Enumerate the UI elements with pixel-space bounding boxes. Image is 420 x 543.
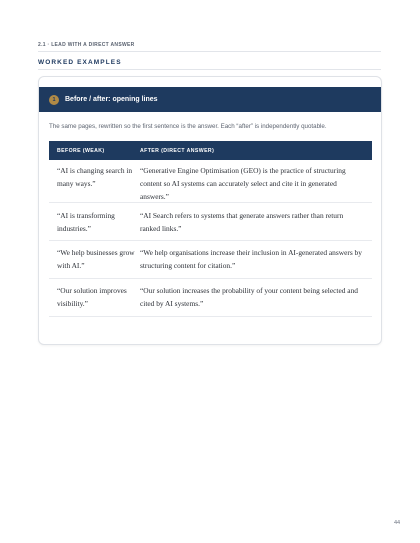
weak-example: “We help businesses grow with AI.” <box>57 248 135 270</box>
worked-example-card <box>38 76 382 345</box>
page-number: 44 <box>394 520 401 526</box>
direct-answer-example: “Our solution increases the probability of your content being selected and cited by AI systems.” <box>140 286 358 308</box>
direct-answer-example: “Generative Engine Optimisation (GEO) is the practice of structuring content so AI systems can accurately select and cite it in generated answers.” <box>140 166 346 201</box>
comparison-table <box>49 141 372 317</box>
direct-answer-example: “AI Search refers to systems that generate answers rather than return ranked links.” <box>140 211 344 233</box>
table-header-row <box>49 141 372 160</box>
card-header <box>39 87 381 112</box>
weak-example: “AI is changing search in many ways.” <box>57 166 133 188</box>
section-heading: WORKED EXAMPLES <box>38 59 122 66</box>
table-row <box>49 279 372 317</box>
column-header-after: AFTER (DIRECT ANSWER) <box>140 147 215 154</box>
weak-example: “AI is transforming industries.” <box>57 211 115 233</box>
divider <box>38 51 381 52</box>
card-title: Before / after: opening lines <box>65 96 158 103</box>
table-row <box>49 160 372 203</box>
card-intro: The same pages, rewritten so the first sentence is the answer. Each “after” is independently quotable. <box>49 123 327 130</box>
section-label: 2.1 · LEAD WITH A DIRECT ANSWER <box>38 42 135 48</box>
table-row <box>49 203 372 241</box>
column-header-weak: BEFORE (WEAK) <box>57 147 105 154</box>
table-row <box>49 241 372 279</box>
weak-example: “Our solution improves visibility.” <box>57 286 127 308</box>
divider <box>38 69 381 70</box>
number-badge: 1 <box>49 95 59 105</box>
direct-answer-example: “We help organisations increase their inclusion in AI-generated answers by structuring content for citation.” <box>140 248 362 270</box>
